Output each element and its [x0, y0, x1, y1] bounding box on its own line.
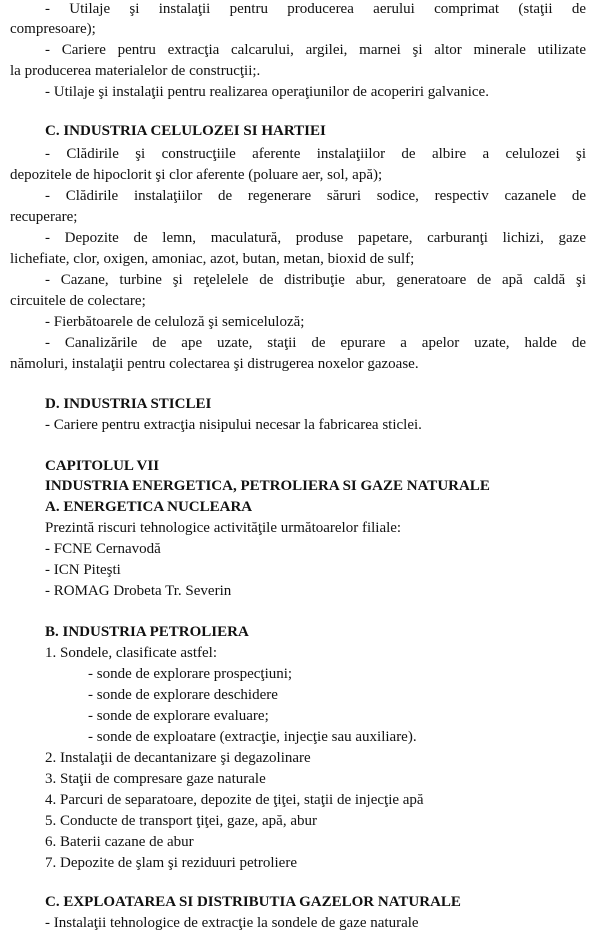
text-line: - Clădirile şi construcţiile aferente instalaţiilor de albire a celulozei şi: [45, 146, 586, 162]
text-line: - sonde de explorare prospecţiuni;: [88, 666, 293, 682]
text-line: 1. Sondele, clasificate astfel:: [45, 645, 218, 661]
text-line: - Canalizările de ape uzate, staţii de epurare a apelor uzate, halde de: [45, 335, 586, 351]
text-line: - Utilaje şi instalaţii pentru producerea aerului comprimat (staţii de: [45, 1, 586, 17]
text-line: depozitele de hipoclorit şi clor aferente (poluare aer, sol, apă);: [10, 167, 383, 183]
text-line: recuperare;: [10, 209, 78, 225]
text-line: - Cazane, turbine şi reţelelele de distribuţie abur, generatoare de apă caldă şi: [45, 272, 586, 288]
chapter-title: INDUSTRIA ENERGETICA, PETROLIERA SI GAZE NATURALE: [45, 478, 490, 494]
text-line: la producerea materialelor de construcţii;.: [10, 63, 261, 79]
text-line: - Depozite de lemn, maculatură, produse papetare, carburanţi lichizi, gaze: [45, 230, 586, 246]
text-line: circuitele de colectare;: [10, 293, 146, 309]
text-line: - Clădirile instalaţiilor de regenerare săruri sodice, respectiv cazanele de: [45, 188, 586, 204]
text-line: 4. Parcuri de separatoare, depozite de ţiţei, staţii de injecţie apă: [45, 792, 424, 808]
section-heading: D. INDUSTRIA STICLEI: [45, 396, 212, 412]
text-line: - Fierbătoarele de celuloză şi semiceluloză;: [45, 314, 305, 330]
section-heading: C. INDUSTRIA CELULOZEI SI HARTIEI: [45, 123, 326, 139]
text-line: lichefiate, clor, oxigen, amoniac, azot, butan, metan, bioxid de sulf;: [10, 251, 415, 267]
section-heading: B. INDUSTRIA PETROLIERA: [45, 624, 249, 640]
text-line: 7. Depozite de şlam şi reziduuri petroliere: [45, 855, 297, 871]
text-line: Prezintă riscuri tehnologice activităţile următoarelor filiale:: [45, 520, 402, 536]
text-line: 3. Staţii de compresare gaze naturale: [45, 771, 266, 787]
text-line: - Instalaţii tehnologice de extracţie la sondele de gaze naturale: [45, 915, 419, 931]
text-line: - ICN Piteşti: [45, 562, 121, 578]
text-line: - Cariere pentru extracţia nisipului necesar la fabricarea sticlei.: [45, 417, 422, 433]
text-line: - ROMAG Drobeta Tr. Severin: [45, 583, 232, 599]
text-line: - FCNE Cernavodă: [45, 541, 161, 557]
section-heading: C. EXPLOATAREA SI DISTRIBUTIA GAZELOR NATURALE: [45, 894, 461, 910]
text-line: - sonde de exploatare (extracţie, injecţie sau auxiliare).: [88, 729, 417, 745]
text-line: compresoare);: [10, 21, 96, 37]
text-line: - Cariere pentru extracţia calcarului, argilei, marnei şi altor minerale utilizate: [45, 42, 586, 58]
text-line: 5. Conducte de transport ţiţei, gaze, apă, abur: [45, 813, 317, 829]
text-line: 2. Instalaţii de decantanizare şi degazolinare: [45, 750, 311, 766]
chapter-heading: CAPITOLUL VII: [45, 458, 160, 474]
text-line: - sonde de explorare deschidere: [88, 687, 278, 703]
text-line: 6. Baterii cazane de abur: [45, 834, 194, 850]
text-line: nămoluri, instalaţii pentru colectarea şi distrugerea noxelor gazoase.: [10, 356, 419, 372]
text-line: - sonde de explorare evaluare;: [88, 708, 269, 724]
section-heading: A. ENERGETICA NUCLEARA: [45, 499, 253, 515]
text-line: - Utilaje şi instalaţii pentru realizarea operaţiunilor de acoperiri galvanice.: [45, 84, 489, 100]
